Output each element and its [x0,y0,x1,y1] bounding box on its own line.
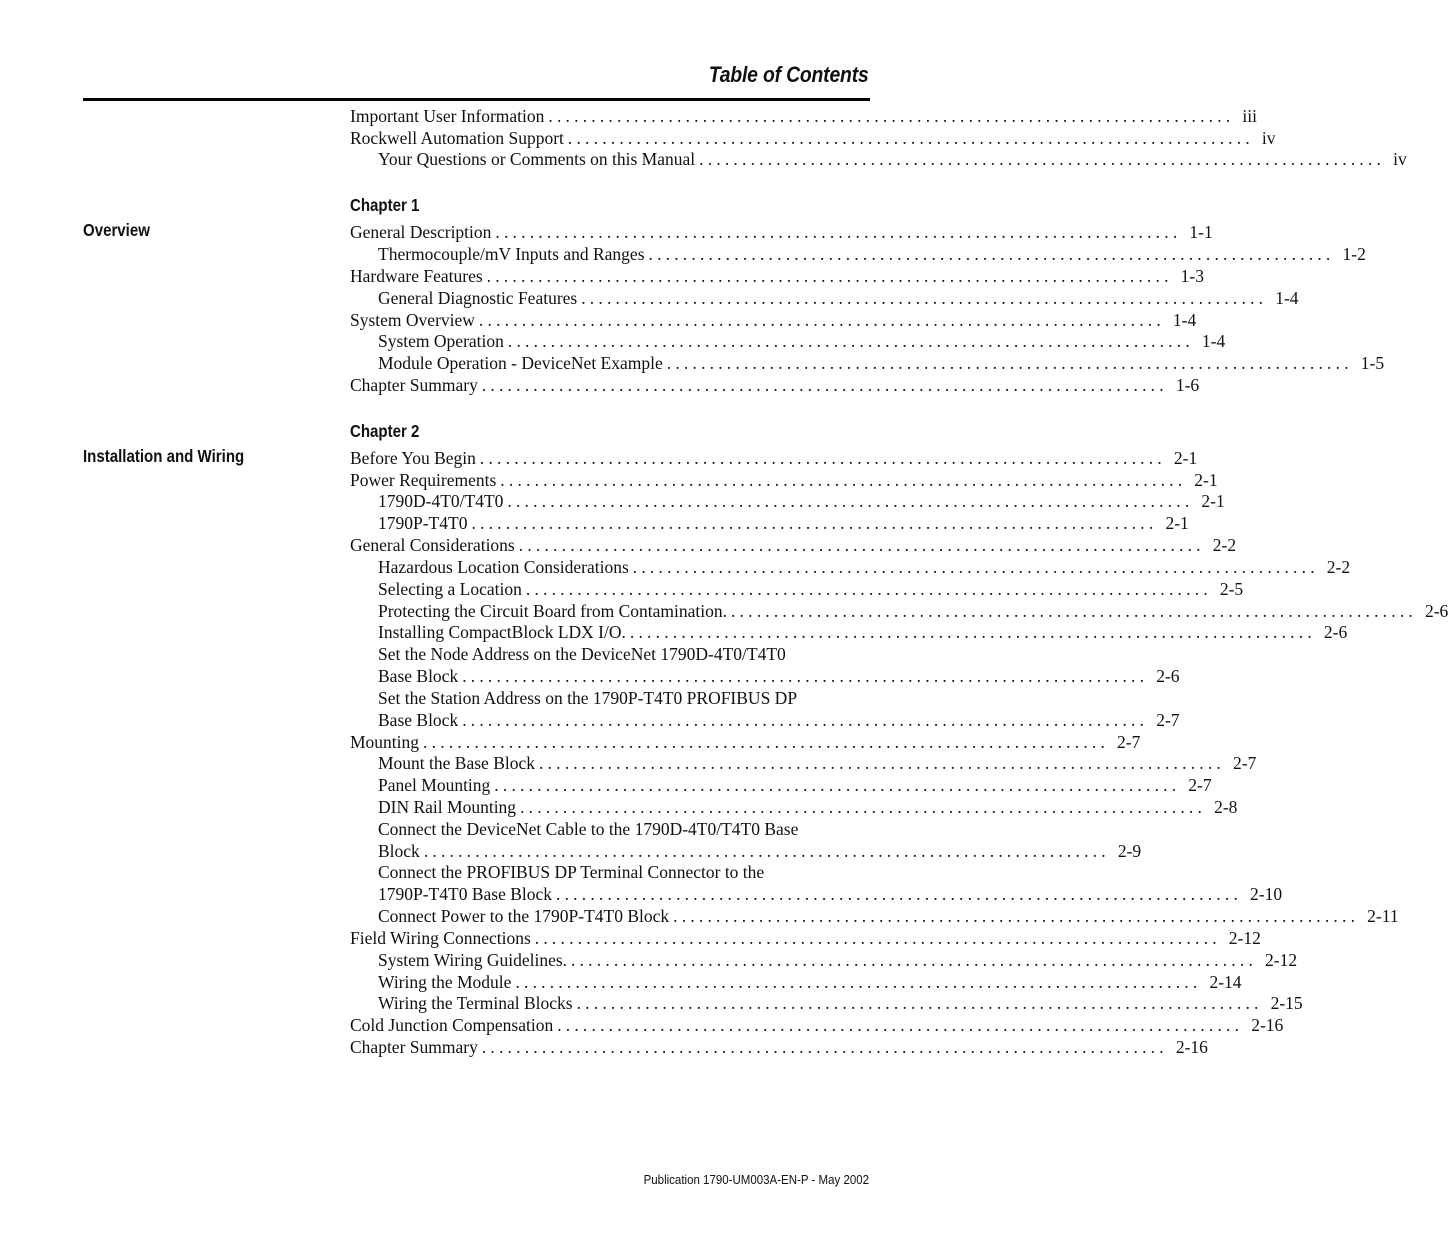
toc-entry-page: 2-15 [1270,993,1303,1013]
toc-entry-page: 2-11 [1367,906,1399,926]
dot-leader: ................................................................................ [518,535,1205,555]
dot-leader: ................................................................................ [515,972,1202,992]
toc-entry-text: Chapter Summary [350,375,478,395]
toc-entry[interactable] [378,600,1448,622]
toc-entry[interactable] [378,512,1189,534]
toc-entry-text: Thermocouple/mV Inputs and Ranges [378,244,645,264]
toc-entry-text: Block [378,841,420,861]
toc-entry[interactable] [350,1014,1284,1036]
toc-entry-text: System Wiring Guidelines. [378,950,568,970]
toc-entry-text: General Diagnostic Features [378,288,578,308]
toc-entry-text: Protecting the Circuit Board from Contamination. [378,601,727,621]
chapter-1-label: Chapter 1 [350,195,420,215]
toc-entry-text: Selecting a Location [378,579,522,599]
toc-entry[interactable] [378,665,1180,687]
toc-entry-page: 2-12 [1265,950,1298,970]
toc-entry-page: iv [1393,149,1407,169]
toc-entry-text: Mount the Base Block [378,753,535,773]
dot-leader: ................................................................................ [567,128,1254,148]
toc-entry[interactable] [378,243,1366,265]
toc-entry-text: Mounting [350,732,420,752]
toc-entry-page: 2-9 [1117,841,1142,861]
toc-entry-page: iii [1242,106,1257,126]
toc-entry-page: 2-16 [1175,1037,1208,1057]
dot-leader: ................................................................................ [481,1037,1168,1057]
toc-entry-text: Rockwell Automation Support [350,128,564,148]
dot-leader: ................................................................................ [471,513,1158,533]
dot-leader: ................................................................................ [539,753,1225,773]
toc-entry-text: Wiring the Terminal Blocks [378,993,573,1013]
toc-entry[interactable] [378,287,1299,309]
dot-leader: ................................................................................ [576,993,1263,1013]
dot-leader: ................................................................................ [525,579,1212,599]
chapter-1-title: Overview [83,220,150,240]
dot-leader: ................................................................................ [632,557,1319,577]
dot-leader: ................................................................................ [479,448,1166,468]
toc-entry-page: 2-16 [1251,1015,1284,1035]
toc-entry-page: 2-2 [1326,557,1351,577]
dot-leader: ................................................................................ [666,353,1353,373]
toc-entry[interactable] [350,731,1141,753]
dot-leader: ................................................................................ [571,950,1258,970]
dot-leader: ................................................................................ [462,666,1149,686]
toc-entry-text: Panel Mounting [378,775,491,795]
toc-entry[interactable] [378,578,1244,600]
page-title: Table of Contents [709,62,869,87]
dot-leader: ................................................................................ [520,797,1207,817]
toc-entry-page: 2-1 [1173,448,1198,468]
dot-leader: ................................................................................ [423,841,1110,861]
toc-entry[interactable] [350,447,1198,469]
toc-entry-text: Your Questions or Comments on this Manual [378,149,696,169]
toc-entry[interactable] [378,490,1225,512]
toc-entry[interactable] [378,949,1298,971]
toc-entry-text: System Overview [350,310,475,330]
toc-entry-page: 2-6 [1156,666,1180,686]
toc-entry-page: iv [1261,128,1276,148]
toc-entry-page: 2-1 [1165,513,1189,533]
toc-entry[interactable] [378,774,1212,796]
toc-entry[interactable] [350,309,1197,331]
toc-entry-line1: Connect the PROFIBUS DP Terminal Connector to the [378,862,765,882]
dot-leader: ................................................................................ [548,106,1235,126]
page-footer: Publication 1790-UM003A-EN-P - May 2002 [643,1173,869,1187]
toc-entry-page: 2-5 [1219,579,1244,599]
toc-entry-page: 2-10 [1250,884,1283,904]
toc-entry[interactable] [378,840,1142,862]
toc-entry-line1: Set the Station Address on the 1790P-T4T0 PROFIBUS DP [378,688,798,708]
toc-entry-text: Power Requirements [350,470,497,490]
dot-leader: ................................................................................ [462,710,1149,730]
toc-entry-page: 2-7 [1188,775,1212,795]
dot-leader: ................................................................................ [699,149,1386,169]
toc-entry-line1: Set the Node Address on the DeviceNet 1790D-4T0/T4T0 [378,644,786,664]
toc-entry-text: Hazardous Location Considerations [378,557,629,577]
dot-leader: ................................................................................ [495,222,1182,242]
toc-entry-page: 2-7 [1156,710,1180,730]
toc-entry-text: 1790D-4T0/T4T0 [378,491,504,511]
toc-entry-page: 1-3 [1180,266,1204,286]
toc-entry-text: General Considerations [350,535,515,555]
toc-entry-page: 2-8 [1214,797,1238,817]
toc-entry-line1: Connect the DeviceNet Cable to the 1790D-4T0/T4T0 Base [378,819,799,839]
chapter-2-label: Chapter 2 [350,421,420,441]
toc-entry-text: General Description [350,222,492,242]
toc-entry-text: 1790P-T4T0 Base Block [378,884,553,904]
toc-entry[interactable] [350,105,1257,127]
toc-entry-text: Important User Information [350,106,545,126]
toc-entry-page: 2-12 [1228,928,1261,948]
dot-leader: ................................................................................ [494,775,1181,795]
toc-entry-text: Wiring the Module [378,972,512,992]
toc-entry[interactable] [378,148,1407,170]
toc-entry[interactable] [378,621,1348,643]
dot-leader: ................................................................................ [478,310,1165,330]
toc-entry[interactable] [378,556,1351,578]
toc-entry-text: Base Block [378,666,459,686]
dot-leader: ................................................................................ [556,884,1243,904]
dot-leader: ................................................................................ [481,375,1168,395]
dot-leader: ................................................................................ [507,491,1194,511]
toc-entry-page: 1-4 [1172,310,1197,330]
toc-entry-page: 1-4 [1275,288,1299,308]
dot-leader: ................................................................................ [581,288,1268,308]
toc-entry-page: 1-6 [1175,375,1200,395]
dot-leader: ................................................................................ [648,244,1335,264]
dot-leader: ................................................................................ [507,331,1194,351]
toc-entry-text: Chapter Summary [350,1037,478,1057]
toc-entry-text: System Operation [378,331,504,351]
toc-entry-text: DIN Rail Mounting [378,797,517,817]
toc-entry[interactable] [378,905,1399,927]
toc-entry[interactable] [378,883,1283,905]
toc-entry-page: 2-6 [1323,622,1348,642]
toc-entry-page: 2-1 [1201,491,1225,511]
dot-leader: ................................................................................ [500,470,1187,490]
toc-entry-text: Base Block [378,710,459,730]
dot-leader: ................................................................................ [730,601,1417,621]
dot-leader: ................................................................................ [673,906,1360,926]
toc-entry-page: 2-14 [1209,972,1242,992]
toc-entry[interactable] [350,374,1200,396]
toc-entry[interactable] [350,469,1218,491]
toc-entry[interactable] [378,330,1226,352]
toc-entry-page: 1-2 [1342,244,1366,264]
dot-leader: ................................................................................ [486,266,1173,286]
toc-entry[interactable] [378,352,1385,374]
dot-leader: ................................................................................ [629,622,1316,642]
dot-leader: ................................................................................ [534,928,1221,948]
toc-entry[interactable] [378,971,1242,993]
toc-entry[interactable] [350,265,1204,287]
chapter-2-title: Installation and Wiring [83,446,245,466]
dot-leader: ................................................................................ [423,732,1110,752]
toc-entry[interactable] [378,709,1180,731]
toc-entry-page: 1-4 [1201,331,1226,351]
toc-entry[interactable] [350,1036,1208,1058]
toc-entry[interactable] [378,752,1257,774]
toc-entry[interactable] [378,796,1238,818]
toc-entry-text: Before You Begin [350,448,476,468]
toc-entry-page: 2-2 [1212,535,1237,555]
title-rule [83,98,870,101]
toc-entry-text: Module Operation - DeviceNet Example [378,353,663,373]
toc-entry-text: 1790P-T4T0 [378,513,468,533]
toc-entry-text: Field Wiring Connections [350,928,531,948]
dot-leader: ................................................................................ [557,1015,1244,1035]
toc-entry-text: Installing CompactBlock LDX I/O. [378,622,626,642]
toc-entry[interactable] [350,221,1213,243]
toc-entry-page: 2-7 [1233,753,1257,773]
toc-entry[interactable] [350,927,1261,949]
toc-entry[interactable] [378,992,1303,1014]
toc-entry-page: 2-6 [1424,601,1448,621]
toc-entry-page: 2-1 [1194,470,1218,490]
toc-entry-page: 1-1 [1189,222,1213,242]
toc-entry-text: Hardware Features [350,266,483,286]
toc-entry-text: Connect Power to the 1790P-T4T0 Block [378,906,670,926]
toc-entry-text: Cold Junction Compensation [350,1015,554,1035]
toc-entry-page: 2-7 [1117,732,1141,752]
toc-entry-page: 1-5 [1360,353,1385,373]
toc-entry[interactable] [350,534,1237,556]
toc-entry[interactable] [350,127,1276,149]
